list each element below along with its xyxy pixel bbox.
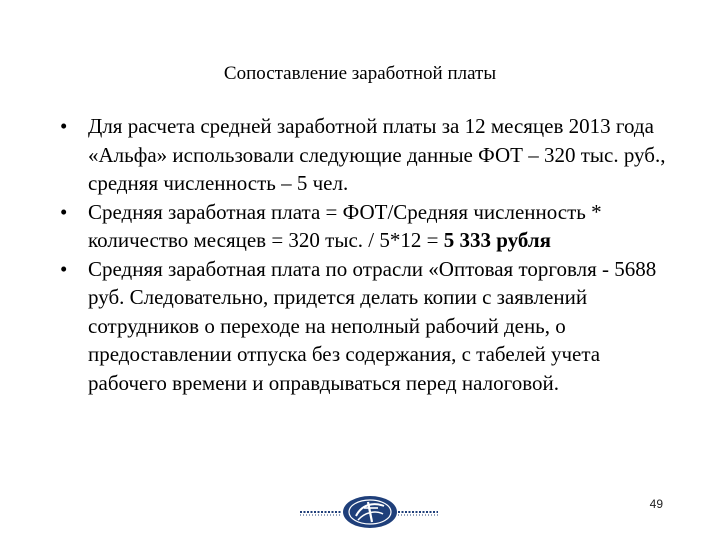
- bullet-item: [58, 198, 673, 255]
- bullet-list: [58, 112, 673, 397]
- bullet-item: [58, 112, 673, 198]
- organization-emblem-icon: [298, 494, 440, 530]
- bullet-item: [58, 255, 673, 398]
- bullet-marker: •: [60, 114, 68, 138]
- slide-title: Сопоставление заработной платы: [223, 63, 497, 84]
- bullet-text: Для расчета средней заработной платы за 12 месяцев 2013 года «Альфа» использовали следующие данные ФОТ – 320 тыс. руб., средняя численность – 5 чел.: [88, 114, 666, 195]
- bullet-marker: •: [60, 199, 68, 224]
- bullet-text: Средняя заработная плата по отрасли «Оптовая торговля - 5688 руб. Следовательно, придется делать копии с заявлений сотрудников о переходе на неполный рабочий день, о предоставлении отпуска без содержания, с табелей учета рабочего времени и оправдываться перед налоговой.: [88, 256, 657, 395]
- bullet-marker: •: [60, 256, 68, 281]
- page-number: 49: [649, 497, 663, 511]
- bullet-text-bold-result: 5 333 рубля: [443, 228, 551, 252]
- bullet-text-regular: Средняя заработная плата = ФОТ/Средняя численность * количество месяцев = 320 тыс. / 5*12 =: [88, 199, 602, 252]
- bullet-text: [88, 200, 602, 253]
